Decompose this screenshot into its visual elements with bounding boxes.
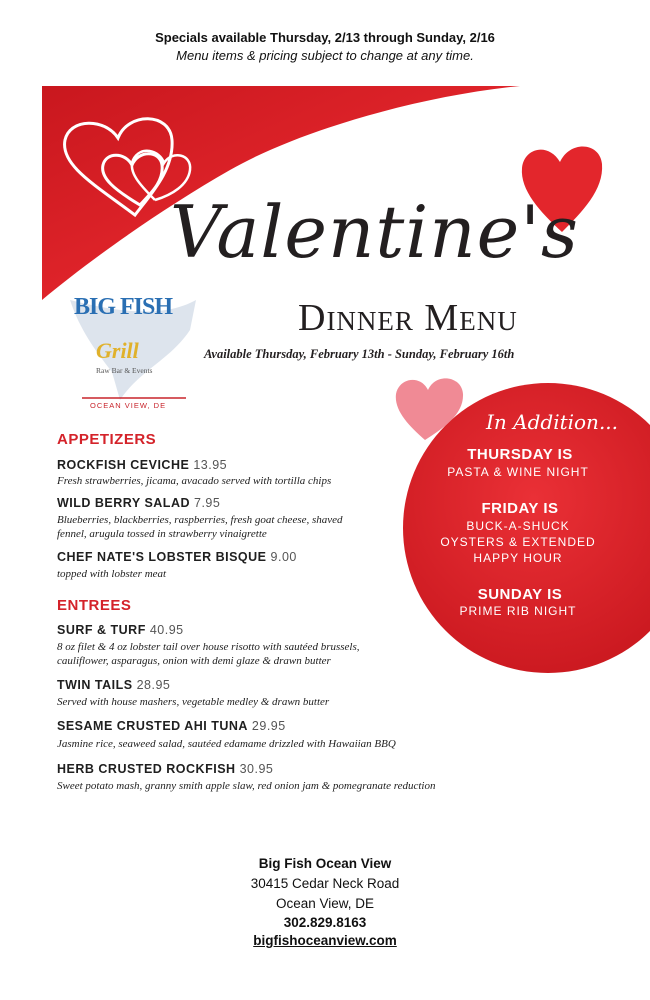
- thursday-heading: THURSDAY IS: [467, 446, 573, 463]
- footer-street: 30415 Cedar Neck Road: [250, 876, 400, 891]
- entrees-heading: ENTREES: [57, 597, 132, 614]
- specials-notice: Specials available Thursday, 2/13 through Sunday, 2/16: [155, 30, 495, 45]
- menu-item-price: 29.95: [251, 719, 286, 733]
- availability-text: Available Thursday, February 13th - Sunday, February 16th: [204, 347, 515, 361]
- menu-item-price: 7.95: [194, 496, 221, 510]
- friday-special-line2: OYSTERS & EXTENDED: [440, 535, 596, 549]
- friday-special-line3: HAPPY HOUR: [473, 551, 563, 565]
- sunday-heading: SUNDAY IS: [477, 586, 563, 603]
- menu-item-name: ROCKFISH CEVICHE 13.95: [57, 458, 228, 472]
- menu-item-description: Blueberries, blackberries, raspberries, fresh goat cheese, shaved fennel, arugula tossed in strawberry vinaigrette: [57, 514, 343, 540]
- logo-subtitle: Raw Bar & Events: [96, 366, 153, 375]
- menu-item-price: 9.00: [270, 550, 297, 564]
- menu-item-price: 28.95: [136, 678, 171, 692]
- menu-item-price: 13.95: [193, 458, 228, 472]
- menu-item-description: 8 oz filet & 4 oz lobster tail over house risotto with sautéed brussels, cauliflower, asparagus, onion with demi glaze & drawn butter: [57, 641, 360, 667]
- appetizers-heading: APPETIZERS: [57, 431, 157, 448]
- menu-item-name: SESAME CRUSTED AHI TUNA 29.95: [57, 719, 286, 733]
- menu-item-name: WILD BERRY SALAD 7.95: [57, 496, 221, 510]
- footer-restaurant-name: Big Fish Ocean View: [258, 856, 392, 871]
- footer-phone: 302.829.8163: [283, 915, 367, 930]
- menu-item-description: Jasmine rice, seaweed salad, sautéed edamame drizzled with Hawaiian BBQ: [57, 738, 396, 750]
- logo-big-fish: BIG FISH: [74, 294, 173, 320]
- menu-item-name: HERB CRUSTED ROCKFISH 30.95: [57, 762, 274, 776]
- logo-city: OCEAN VIEW, DE: [90, 401, 167, 410]
- menu-item-price: 40.95: [149, 623, 184, 637]
- logo-grill: Grill: [96, 338, 139, 363]
- footer-city: Ocean View, DE: [275, 896, 375, 911]
- friday-special-line1: BUCK-A-SHUCK: [466, 519, 570, 533]
- in-addition-heading: In Addition...: [486, 410, 619, 434]
- menu-item-description: Fresh strawberries, jicama, avacado served with tortilla chips: [57, 475, 332, 487]
- menu-item-name: TWIN TAILS 28.95: [57, 678, 171, 692]
- menu-item-description: Sweet potato mash, granny smith apple slaw, red onion jam & pomegranate reduction: [57, 780, 436, 792]
- dinner-menu-title: Dinner Menu: [298, 297, 518, 339]
- valentines-title: Valentine's: [170, 190, 580, 274]
- menu-item-name: CHEF NATE'S LOBSTER BISQUE 9.00: [57, 550, 297, 564]
- menu-item-description: topped with lobster meat: [57, 568, 167, 580]
- sunday-special: PRIME RIB NIGHT: [459, 604, 577, 618]
- thursday-special: PASTA & WINE NIGHT: [447, 465, 589, 479]
- friday-heading: FRIDAY IS: [481, 500, 559, 517]
- menu-item-price: 30.95: [239, 762, 274, 776]
- menu-item-description: Served with house mashers, vegetable medley & drawn butter: [57, 696, 330, 708]
- pricing-disclaimer: Menu items & pricing subject to change at any time.: [176, 48, 474, 63]
- menu-item-name: SURF & TURF 40.95: [57, 623, 184, 637]
- footer-website-link[interactable]: bigfishoceanview.com: [253, 933, 397, 948]
